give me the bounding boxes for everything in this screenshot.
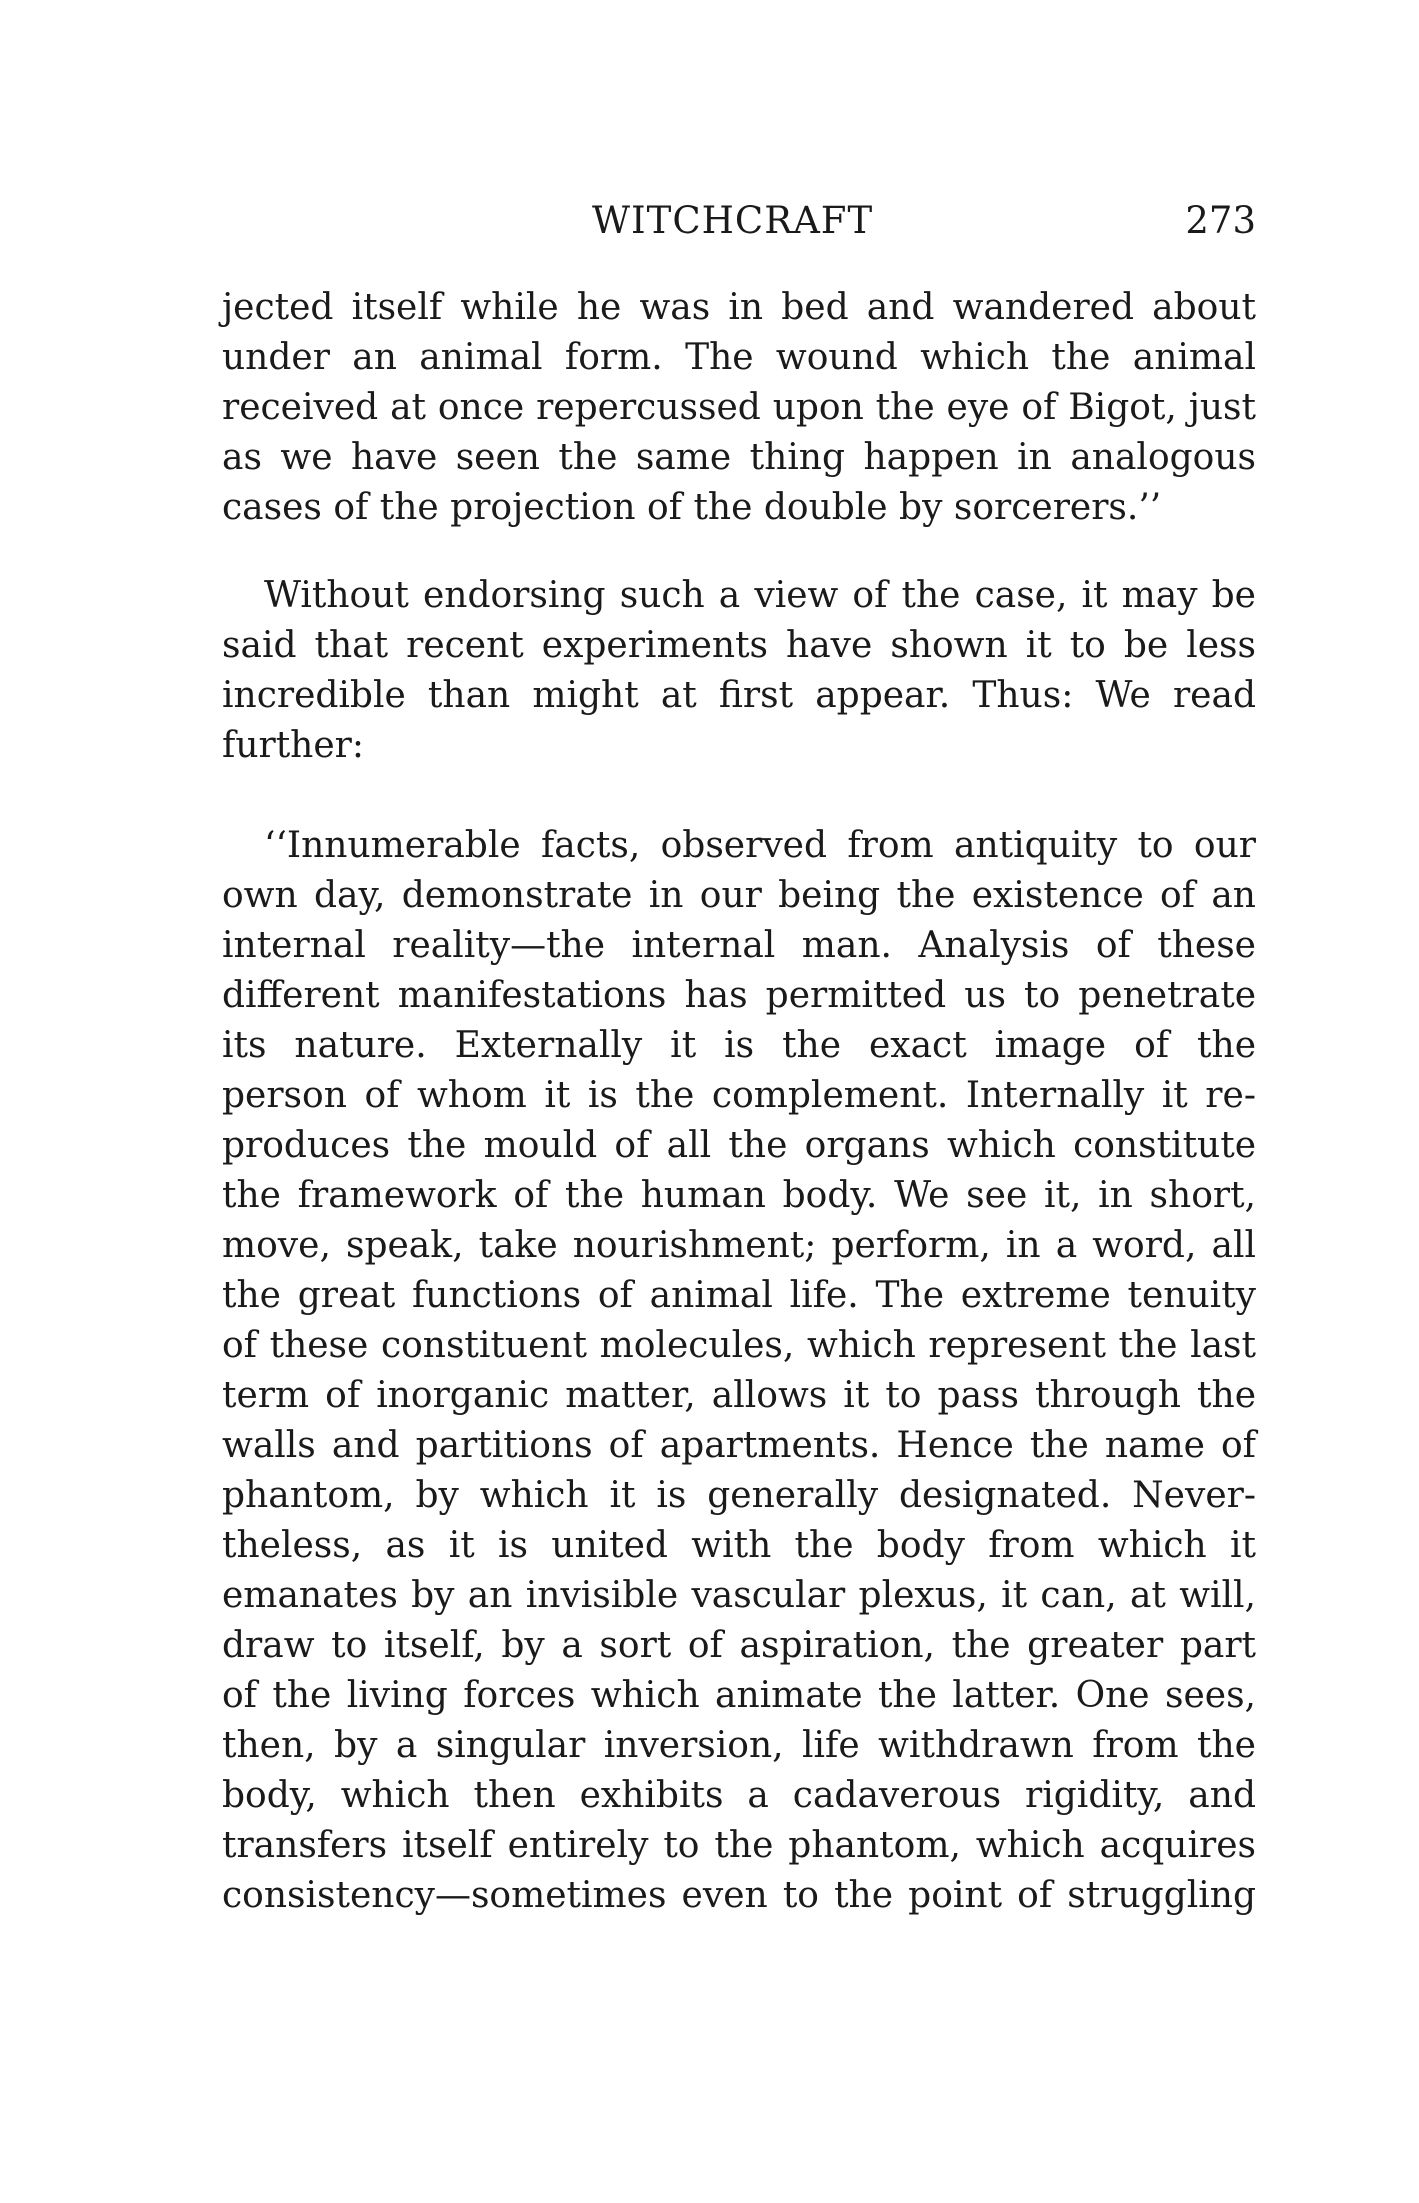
text-line: as we have seen the same thing happen in analogous [222, 437, 1256, 478]
text-line: body, which then exhibits a cadaverous rigidity, and [222, 1775, 1256, 1816]
text-line: produces the mould of all the organs which constitute [222, 1125, 1256, 1166]
text-line: different manifestations has permitted us to penetrate [222, 975, 1256, 1016]
text-line: theless, as it is united with the body from which it [222, 1525, 1256, 1566]
text-line: further: [222, 725, 365, 766]
text-line: its nature. Externally it is the exact image of the [222, 1025, 1256, 1066]
text-line: internal reality—the internal man. Analysis of these [222, 925, 1256, 966]
text-line: own day, demonstrate in our being the existence of an [222, 875, 1256, 916]
text-line: term of inorganic matter, allows it to pass through the [222, 1375, 1256, 1416]
text-line: of the living forces which animate the latter. One sees, [222, 1675, 1256, 1716]
text-line: Without endorsing such a view of the case, it may be [264, 575, 1256, 616]
text-line: said that recent experiments have shown it to be less [222, 625, 1256, 666]
text-line: move, speak, take nourishment; perform, in a word, all [222, 1225, 1256, 1266]
body-text [222, 283, 1256, 1921]
text-line: ‘‘Innumerable facts, observed from antiquity to our [264, 825, 1256, 866]
text-line: draw to itself, by a sort of aspiration, the greater part [222, 1625, 1256, 1666]
text-line: cases of the projection of the double by sorcerers.’’ [222, 487, 1162, 528]
text-line: walls and partitions of apartments. Hence the name of [222, 1425, 1256, 1466]
paragraph-quotation [222, 821, 1256, 1921]
text-line: phantom, by which it is generally designated. Never- [222, 1475, 1256, 1516]
paragraph-without-endorsing [222, 571, 1256, 771]
text-line: of these constituent molecules, which represent the last [222, 1325, 1256, 1366]
text-line: the great functions of animal life. The extreme tenuity [222, 1275, 1256, 1316]
text-line: under an animal form. The wound which the animal [222, 337, 1256, 378]
text-line: consistency—sometimes even to the point of struggling [222, 1875, 1256, 1916]
paragraph-continuation [222, 283, 1256, 533]
text-line: person of whom it is the complement. Internally it re- [222, 1075, 1256, 1116]
text-line: emanates by an invisible vascular plexus, it can, at will, [222, 1575, 1256, 1616]
text-line: received at once repercussed upon the eye of Bigot, just [222, 387, 1256, 428]
text-line: then, by a singular inversion, life withdrawn from the [222, 1725, 1256, 1766]
text-line: incredible than might at first appear. Thus: We read [222, 675, 1256, 716]
text-line: jected itself while he was in bed and wandered about [222, 287, 1256, 328]
running-head [222, 196, 1256, 246]
text-line: transfers itself entirely to the phantom, which acquires [222, 1825, 1256, 1866]
text-line: the framework of the human body. We see it, in short, [222, 1175, 1256, 1216]
running-title: WITCHCRAFT [592, 199, 874, 242]
page-number: 273 [1185, 199, 1256, 242]
